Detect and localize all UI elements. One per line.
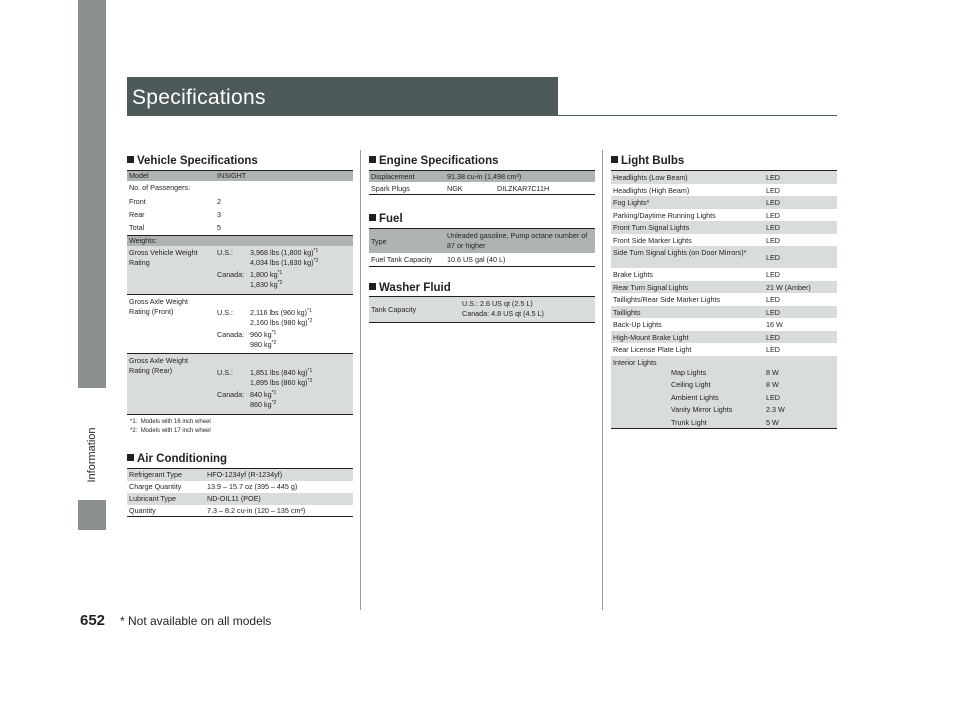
gawf-us-2: 2,160 lbs (980 kg)$^{*2}$ [250, 318, 313, 327]
aircon-row [127, 469, 353, 481]
gawf-ca-label: Canada: [217, 330, 245, 339]
bulb-row [611, 343, 837, 356]
fuel-table [369, 228, 595, 267]
bullet-square-icon [611, 156, 618, 163]
interior-light-value: 8 W [766, 380, 779, 389]
aircon-row [127, 493, 353, 505]
gawf-label: Gross Axle Weight Rating (Front) [129, 297, 188, 316]
model-value: INSIGHT [217, 171, 247, 180]
section-heading-bulbs: Light Bulbs [611, 155, 684, 167]
page-number: 652 [80, 612, 106, 629]
bulb-label: Front Side Marker Lights [613, 235, 692, 245]
bulb-label: Rear Turn Signal Lights [613, 282, 689, 292]
bulb-row [611, 209, 837, 222]
gvw-us-1: 3,968 lbs (1,800 kg)$^{*1}$ [250, 248, 319, 257]
aircon-label: Refrigerant Type [129, 470, 183, 480]
rear-label: Rear [129, 210, 145, 219]
side-tab-label-wrap [82, 400, 102, 510]
bulb-row [611, 234, 837, 247]
engine-table [369, 170, 595, 195]
bulb-value: LED [766, 253, 780, 262]
aircon-table [127, 468, 353, 517]
aircon-value: HFO-1234yf (R-1234yf) [207, 470, 283, 480]
gvw-ca-label: Canada: [217, 270, 245, 279]
total-label: Total [129, 223, 145, 232]
footnote-1: *1: Models with 16 inch wheel [130, 419, 211, 425]
displacement-label: Displacement [371, 172, 415, 181]
displacement-value: 91.38 cu-in (1,498 cm³) [447, 172, 522, 181]
bulb-label: Back-Up Lights [613, 320, 662, 329]
bulb-row [611, 268, 837, 281]
plugs-brand: NGK [447, 184, 463, 193]
bulb-value: LED [766, 235, 780, 245]
plugs-value: DILZKAR7C11H [497, 184, 550, 193]
section-heading-fuel: Fuel [369, 213, 403, 225]
bulb-row [611, 281, 837, 294]
bulb-label: Parking/Daytime Running Lights [613, 210, 716, 220]
footer-note: * Not available on all models [120, 614, 272, 628]
bulb-row [611, 318, 837, 331]
bullet-square-icon [127, 454, 134, 461]
bulb-value: LED [766, 210, 780, 220]
bulb-row [611, 196, 837, 209]
gawr-us-2: 1,895 lbs (860 kg)$^{*2}$ [250, 378, 313, 387]
model-label: Model [129, 171, 149, 180]
bulb-value: LED [766, 270, 780, 279]
bulb-value: LED [766, 345, 780, 354]
bulb-value: LED [766, 295, 780, 304]
aircon-row [127, 505, 353, 517]
interior-light-label: Ambient Lights [671, 392, 719, 402]
gawf-ca-1: 960 $kg^{*1}$ [250, 330, 277, 339]
section-heading-vehicle: Vehicle Specifications [127, 155, 258, 167]
section-heading-engine: Engine Specifications [369, 155, 499, 167]
tank-label: Fuel Tank Capacity [371, 255, 432, 264]
bulb-row [611, 293, 837, 306]
bulb-value: LED [766, 185, 780, 195]
bulb-label: Headlights (High Beam) [613, 185, 690, 195]
section-heading-washer: Washer Fluid [369, 282, 451, 294]
aircon-value: 13.9 – 15.7 oz (395 – 445 g) [207, 482, 298, 491]
title-rule [127, 115, 837, 116]
passengers-label: No. of Passengers: [129, 183, 191, 192]
gawr-ca-label: Canada: [217, 390, 245, 399]
gvw-ca-2: 1,830 $kg^{*2}$ [250, 280, 283, 289]
interior-light-value: 2.3 W [766, 405, 785, 414]
fuel-type-value: Unleaded gasoline, Pump octane number of 87 or higher [447, 231, 588, 250]
interior-lights-row [611, 356, 837, 429]
bulb-value: LED [766, 198, 780, 207]
section-heading-aircon: Air Conditioning [127, 453, 227, 465]
bulb-value: LED [766, 332, 780, 342]
interior-light-value: 8 W [766, 367, 779, 377]
bullet-square-icon [127, 156, 134, 163]
gawf-ca-2: 980 $kg^{*2}$ [250, 340, 277, 349]
gvw-label: Gross Vehicle Weight Rating [129, 248, 198, 267]
tank-value: 10.6 US gal (40 L) [447, 255, 506, 264]
gvw-ca-1: 1,800 $kg^{*1}$ [250, 270, 283, 279]
bulb-label: Side Turn Signal Lights (on Door Mirrors)* [613, 248, 747, 257]
washer-us: U.S.: 2.6 US qt (2.5 L) [462, 299, 533, 308]
bulb-label: Front Turn Signal Lights [613, 223, 690, 232]
bulb-value: LED [766, 307, 780, 317]
bulb-label: High-Mount Brake Light [613, 332, 689, 342]
gawr-ca-2: 860 $kg^{*2}$ [250, 400, 277, 409]
interior-light-label: Map Lights [671, 367, 707, 377]
gawf-us-1: 2,116 lbs (960 kg)$^{*1}$ [250, 308, 312, 317]
washer-table [369, 296, 595, 323]
interior-light-label: Ceiling Light [671, 380, 711, 389]
washer-label: Tank Capacity [371, 305, 417, 314]
footnote-2: *2: Models with 17 inch wheel [130, 428, 211, 434]
column-divider [360, 150, 361, 610]
vehicle-spec-table [127, 170, 353, 415]
bullet-square-icon [369, 214, 376, 221]
bullet-square-icon [369, 156, 376, 163]
bulb-value: LED [766, 173, 780, 182]
bulbs-table [611, 170, 837, 429]
bulb-value: LED [766, 223, 780, 232]
bulb-label: Taillights [613, 307, 641, 317]
side-tab-label: Information [86, 427, 98, 483]
interior-light-value: LED [766, 392, 780, 402]
gvw-us-label: U.S.: [217, 248, 233, 257]
gawr-us-label: U.S.: [217, 368, 233, 377]
weights-label: Weights: [129, 236, 157, 245]
aircon-row [127, 481, 353, 493]
bulb-label: Fog Lights* [613, 198, 650, 207]
bulb-label: Rear License Plate Light [613, 345, 692, 354]
interior-light-label: Trunk Light [671, 417, 707, 427]
washer-ca: Canada: 4.8 US qt (4.5 L) [462, 309, 544, 318]
fuel-type-label: Type [371, 237, 387, 246]
gawf-us-label: U.S.: [217, 308, 233, 317]
bulb-label: Brake Lights [613, 270, 653, 279]
aircon-label: Quantity [129, 505, 156, 515]
bulb-label: Headlights (Low Beam) [613, 173, 688, 182]
bulb-value: 16 W [766, 320, 783, 329]
bulb-row [611, 246, 837, 268]
page-title: Specifications [132, 86, 266, 109]
interior-lights-label: Interior Lights [613, 357, 657, 367]
aircon-label: Lubricant Type [129, 494, 177, 503]
plugs-label: Spark Plugs [371, 184, 410, 193]
front-label: Front [129, 197, 146, 206]
aircon-label: Charge Quantity [129, 482, 182, 491]
gvw-us-2: 4,034 lbs (1,830 kg)$^{*2}$ [250, 258, 319, 267]
gawr-us-1: 1,851 lbs (840 kg)$^{*1}$ [250, 368, 313, 377]
bulb-value: 21 W (Amber) [766, 282, 811, 292]
interior-light-value: 5 W [766, 417, 779, 427]
interior-light-label: Vanity Mirror Lights [671, 405, 733, 414]
bulb-row [611, 184, 837, 197]
bulb-row [611, 331, 837, 344]
bulb-row [611, 171, 837, 184]
bulb-label: Taillights/Rear Side Marker Lights [613, 295, 721, 304]
rear-value: 3 [217, 210, 221, 219]
bullet-square-icon [369, 283, 376, 290]
bulb-row [611, 221, 837, 234]
column-divider [602, 150, 603, 610]
gawr-ca-1: 840 $kg^{*1}$ [250, 390, 277, 399]
aircon-value: ND-OIL11 (POE) [207, 494, 261, 503]
front-value: 2 [217, 197, 221, 206]
bulb-row [611, 306, 837, 319]
gawr-label: Gross Axle Weight Rating (Rear) [129, 356, 188, 375]
aircon-value: 7.3 – 8.2 cu-in (120 – 135 cm³) [207, 505, 306, 515]
total-value: 5 [217, 223, 221, 232]
